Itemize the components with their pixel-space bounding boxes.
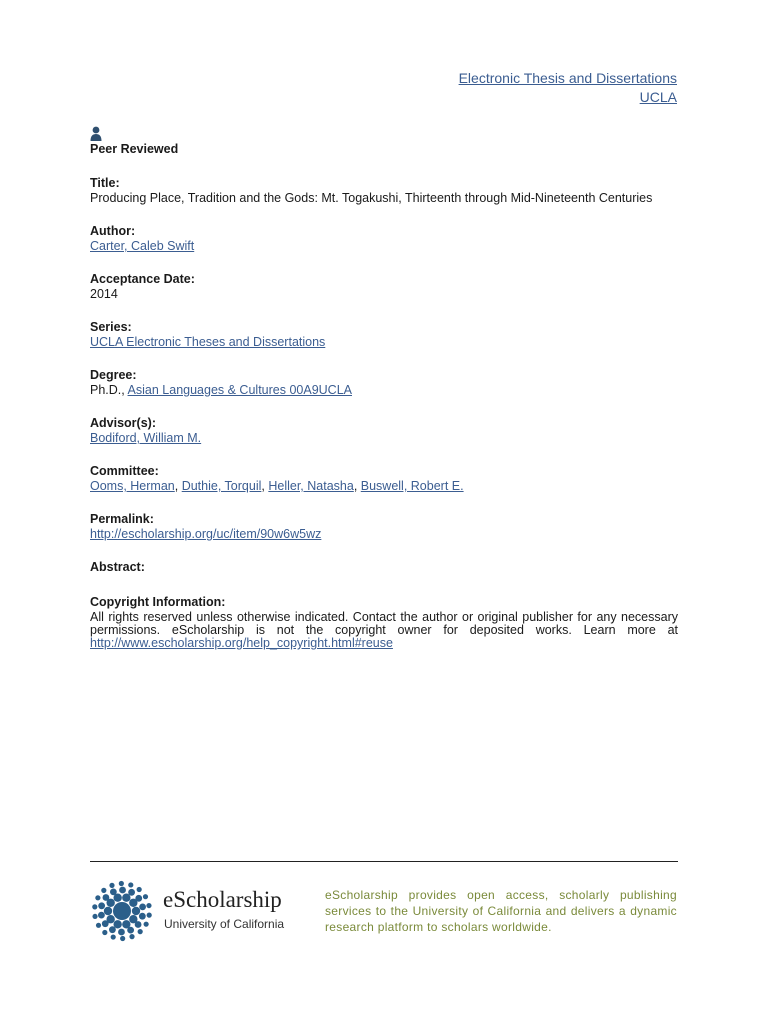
logo-subtitle: University of California [164,917,285,931]
acceptance-field [90,271,678,301]
logo-dot [101,888,106,893]
advisor-label: Advisor(s): [90,416,156,430]
logo-dot [143,894,148,899]
logo-dot [135,895,142,902]
committee-member-link[interactable]: Buswell, Robert E. [360,479,464,493]
logo-dot [128,882,133,887]
abstract-field [90,559,678,576]
logo-dot [137,887,142,892]
degree-prefix: Ph.D., [90,383,125,397]
logo-dot [111,934,116,939]
logo-dot [103,894,110,901]
series-label: Series: [90,320,132,334]
logo-dot [139,903,146,910]
logo-dot [109,926,116,933]
copyright-text: All rights reserved unless otherwise indicated. Contact the author or original publisher for any necessary permissions. eScholarship is not the copyright owner for deposited works. Learn more at [90,610,678,637]
acceptance-label: Acceptance Date: [90,272,195,286]
logo-dot [102,920,109,927]
degree-field [90,367,678,397]
copyright-value [90,611,678,650]
title-label: Title: [90,176,120,190]
series-field [90,319,678,349]
logo-dot [147,913,152,918]
author-label: Author: [90,224,136,238]
logo-dot [144,922,149,927]
copyright-field [90,594,678,650]
committee-member-link[interactable]: Duthie, Torquil [181,479,262,493]
committee-member-link[interactable]: Ooms, Herman [90,479,175,493]
person-icon [90,126,102,141]
logo-dot [138,929,143,934]
permalink-link[interactable]: http://escholarship.org/uc/item/90w6w5wz [90,527,322,541]
logo-dot [104,907,112,915]
permalink-field [90,511,678,541]
header-links [459,69,677,107]
logo-dot [118,929,125,936]
logo-dot [139,913,146,920]
logo-dot [120,936,125,941]
footer-description: eScholarship provides open access, scholarly publishing services to the University of California and delivers a dynamic research platform to scholars worldwide. [325,888,677,934]
copyright-link[interactable]: http://www.escholarship.org/help_copyright.html#reuse [90,636,393,650]
logo-dot [129,934,134,939]
series-value-link[interactable]: UCLA Electronic Theses and Dissertations [90,335,326,349]
committee-member-link[interactable]: Heller, Natasha [268,479,354,493]
logo-dot [119,887,126,894]
metadata-content [90,141,678,668]
title-field [90,175,678,205]
logo-dot [98,902,105,909]
permalink-label: Permalink: [90,512,154,526]
logo-dot [102,930,107,935]
series-link[interactable]: Electronic Thesis and Dissertations [458,70,677,86]
logo-dot [96,923,101,928]
advisor-field [90,415,678,445]
logo-dot [110,888,117,895]
copyright-label: Copyright Information: [90,595,226,609]
footer-divider [90,861,678,862]
abstract-label: Abstract: [90,560,145,574]
institution-link[interactable]: UCLA [639,89,677,105]
advisor-link[interactable]: Bodiford, William M. [90,431,202,445]
author-field [90,223,678,253]
logo-dot [95,895,100,900]
logo-dot [127,927,134,934]
logo-dot [92,914,97,919]
logo-title[interactable]: eScholarship [163,887,282,912]
peer-reviewed-label: Peer Reviewed [90,142,179,156]
logo-dot [109,883,114,888]
committee-field [90,463,678,493]
logo-dot [119,881,124,886]
acceptance-value: 2014 [90,287,118,301]
logo-dot [132,907,140,915]
committee-label: Committee: [90,464,159,478]
logo-dot [98,912,105,919]
logo-core-dot [113,902,131,920]
degree-program-link[interactable]: Asian Languages & Cultures 00A9UCLA [127,383,352,397]
logo-dot [128,889,135,896]
logo-dot [135,921,142,928]
author-link[interactable]: Carter, Caleb Swift [90,239,195,253]
degree-label: Degree: [90,368,137,382]
committee-list: Ooms, Herman, Duthie, Torquil, Heller, Natasha, Buswell, Robert E. [90,479,464,493]
title-value: Producing Place, Tradition and the Gods: Mt. Togakushi, Thirteenth through Mid-Nineteenth Centuries [90,191,653,205]
logo-dot [92,904,97,909]
logo-dot [146,903,151,908]
